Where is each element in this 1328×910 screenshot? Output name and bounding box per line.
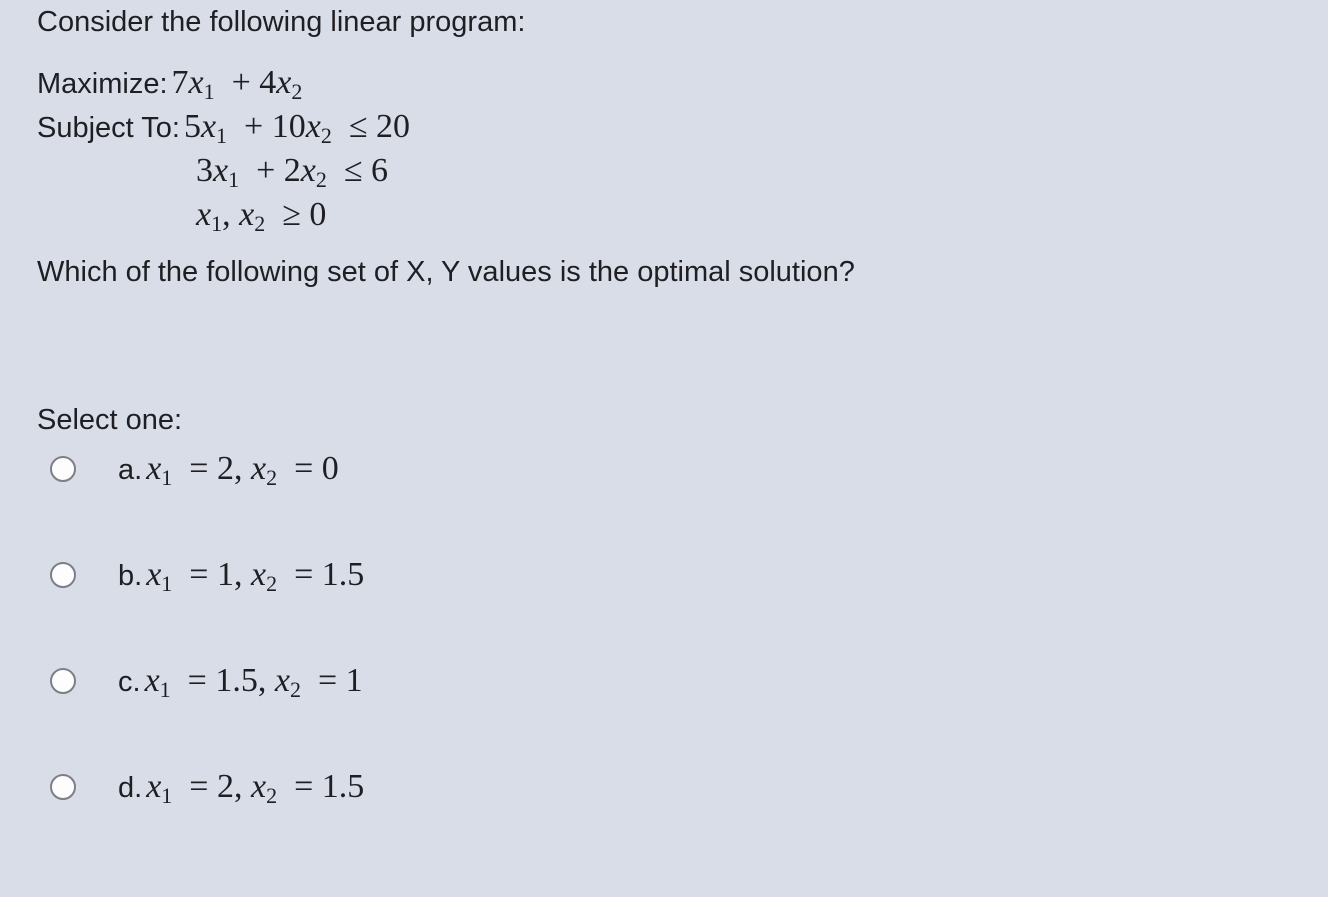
constraints-label: Subject To: — [37, 112, 180, 144]
constraint-2-expression: $3x_1 + 2x_2 \le 6$ — [196, 152, 389, 192]
option-a-radio[interactable] — [50, 456, 76, 482]
option-a-expression: $x_1 = 2$, $x_2 = 0$ — [146, 450, 339, 490]
option-d-letter: d. — [118, 772, 143, 804]
option-c-x2: 1 — [345, 662, 363, 699]
select-one-label: Select one: — [37, 404, 183, 436]
objective-expression: $7x_1 + 4x_2$ — [171, 64, 303, 104]
option-d-x1: 2 — [216, 768, 234, 805]
option-b-radio[interactable] — [50, 562, 76, 588]
constraint-row-1 — [37, 108, 410, 146]
question-intro: Consider the following linear program: — [37, 6, 526, 38]
option-b-letter: b. — [118, 560, 143, 592]
objective-label: Maximize: — [37, 68, 168, 100]
question-prompt: Which of the following set of X, Y values is the optimal solution? — [37, 256, 855, 288]
option-b-x1: 1 — [216, 556, 234, 593]
option-a-label[interactable] — [118, 450, 339, 488]
option-c-radio[interactable] — [50, 668, 76, 694]
nonnegativity-constraint: $x_1$, $x_2 \ge 0$ — [196, 196, 327, 236]
option-c-expression: $x_1 = 1.5$, $x_2 = 1$ — [144, 662, 363, 702]
option-a-x1: 2 — [216, 450, 234, 487]
option-d-x2: 1.5 — [321, 768, 365, 805]
option-a-x2: 0 — [321, 450, 339, 487]
option-b-label[interactable] — [118, 556, 364, 594]
option-b-expression: $x_1 = 1$, $x_2 = 1.5$ — [146, 556, 365, 596]
constraint-1-expression: $5x_1 + 10x_2 \le 20$ — [183, 108, 410, 148]
option-c-x1: 1.5 — [215, 662, 258, 699]
option-d-label[interactable] — [118, 768, 364, 806]
option-c-label[interactable] — [118, 662, 363, 700]
option-b-x2: 1.5 — [321, 556, 365, 593]
objective-row — [37, 64, 302, 102]
option-c-letter: c. — [118, 666, 141, 698]
option-d-radio[interactable] — [50, 774, 76, 800]
option-a-letter: a. — [118, 454, 143, 486]
option-d-expression: $x_1 = 2$, $x_2 = 1.5$ — [146, 768, 365, 808]
